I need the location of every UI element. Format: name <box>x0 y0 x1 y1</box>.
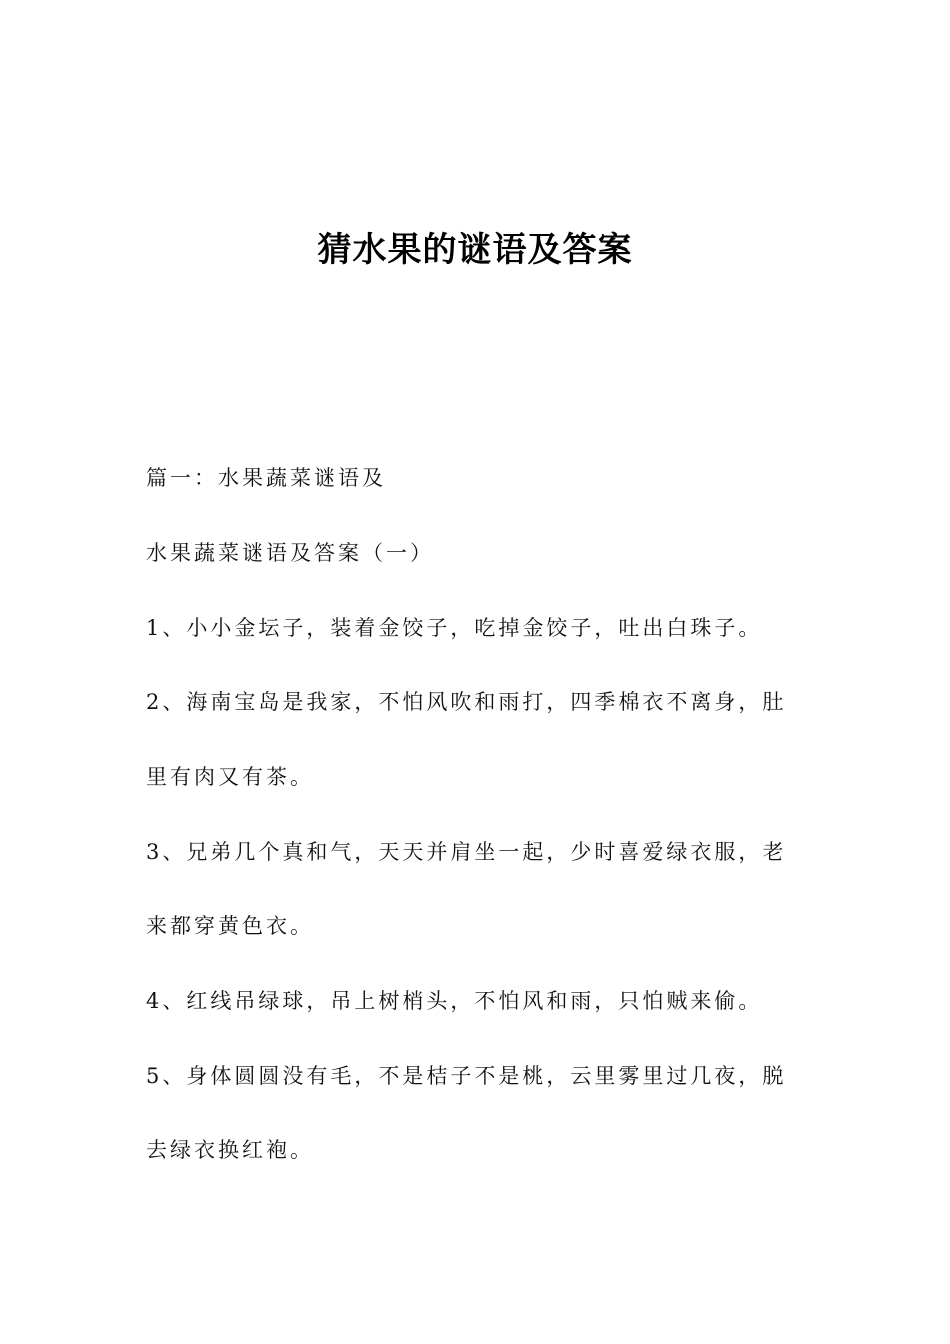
riddle-line-4: 4、红线吊绿球，吊上树梢头，不怕风和雨，只怕贼来偷。 <box>146 989 763 1013</box>
section-heading: 篇一：水果蔬菜谜语及 <box>146 466 386 490</box>
subheading: 水果蔬菜谜语及答案（一） <box>146 541 434 565</box>
riddle-line-3-continued: 来都穿黄色衣。 <box>146 914 314 938</box>
riddle-line-1: 1、小小金坛子，装着金饺子，吃掉金饺子，吐出白珠子。 <box>146 616 763 640</box>
riddle-line-2: 2、海南宝岛是我家，不怕风吹和雨打，四季棉衣不离身，肚 <box>146 690 787 714</box>
riddle-line-5-continued: 去绿衣换红袍。 <box>146 1138 314 1162</box>
document-title: 猜水果的谜语及答案 <box>317 230 633 270</box>
riddle-line-2-continued: 里有肉又有茶。 <box>146 765 314 789</box>
riddle-line-5: 5、身体圆圆没有毛，不是桔子不是桃，云里雾里过几夜，脱 <box>146 1064 787 1088</box>
riddle-line-3: 3、兄弟几个真和气，天天并肩坐一起，少时喜爱绿衣服，老 <box>146 840 787 864</box>
